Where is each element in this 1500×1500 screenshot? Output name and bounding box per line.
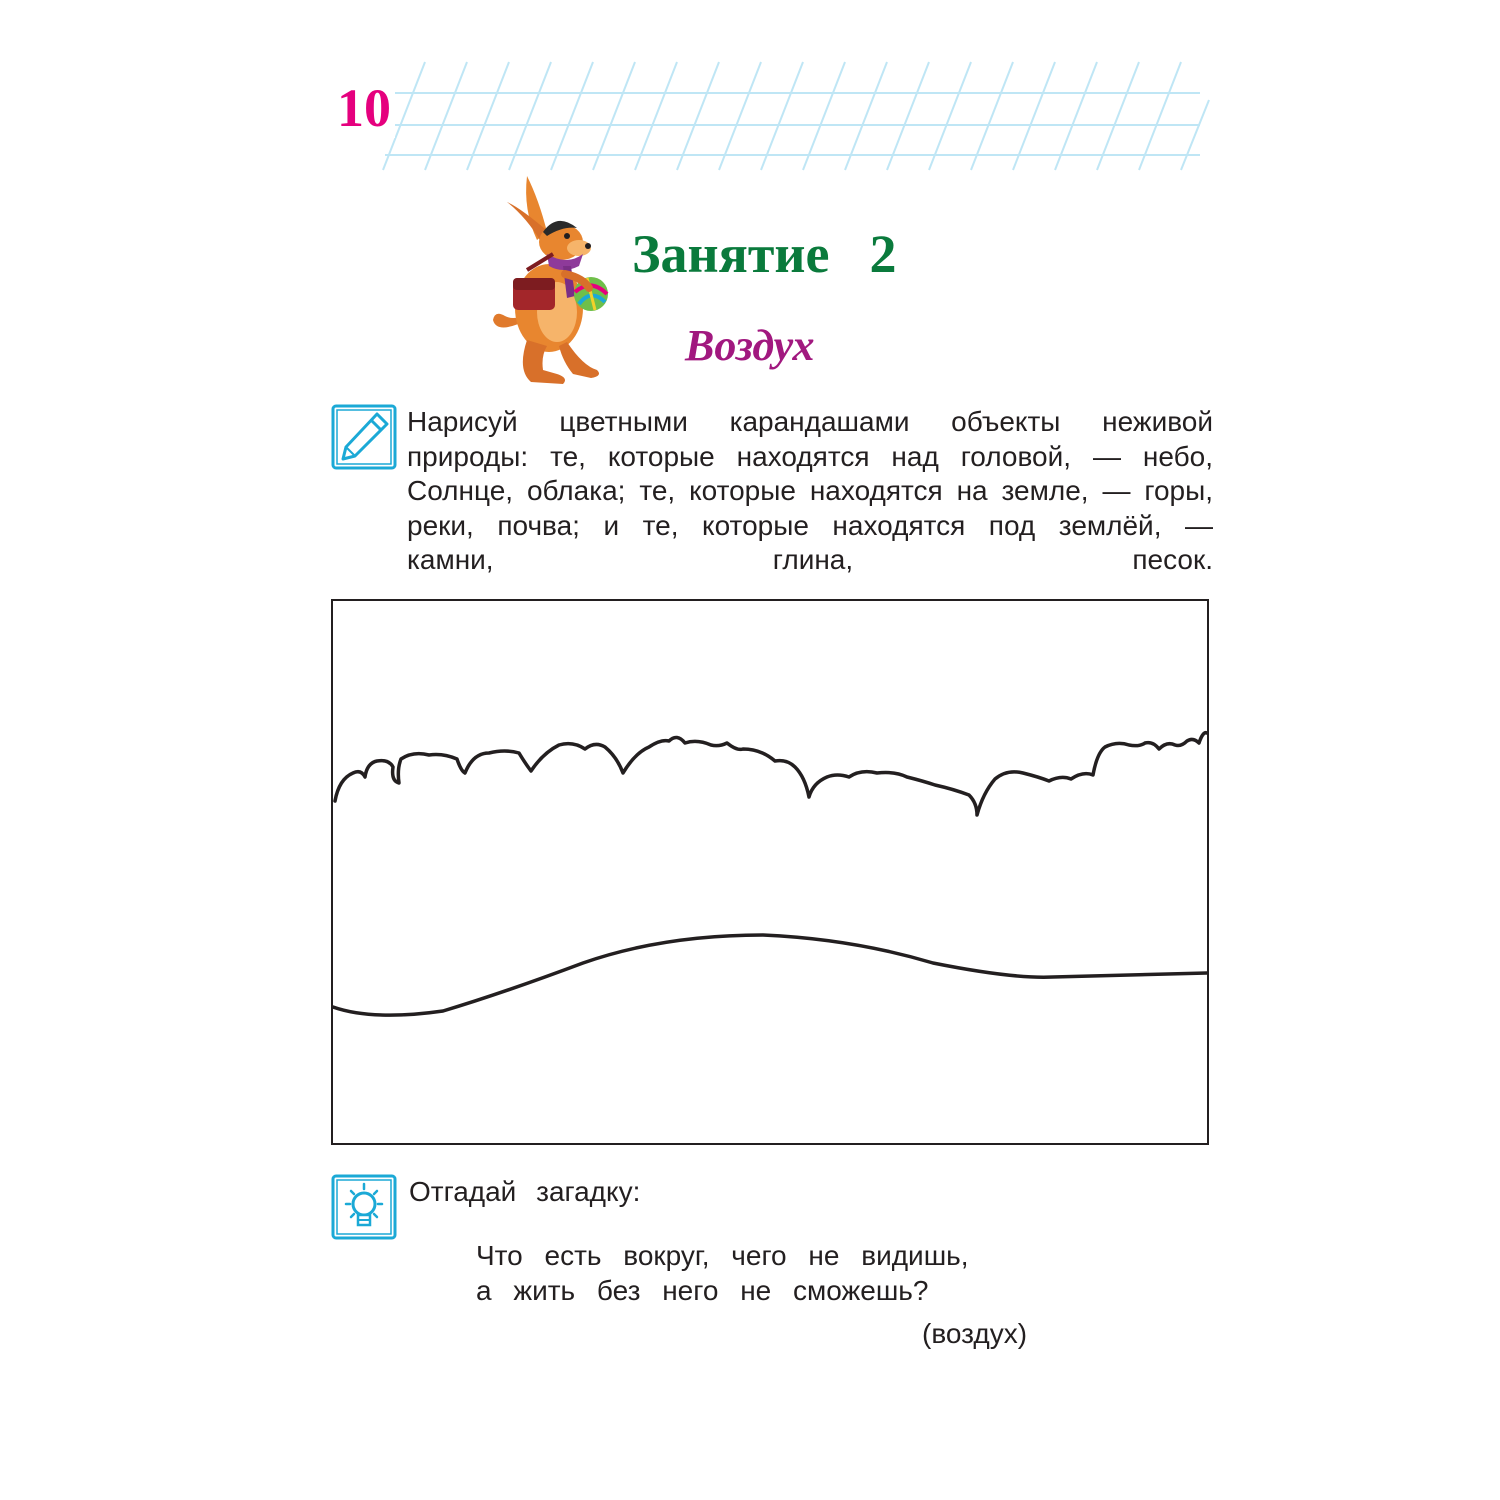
cloud-outline bbox=[335, 733, 1207, 815]
task-instruction-text: Нарисуй цветными карандашами объекты неживой природы: те, которые находятся над головой, — небо, Солнце, облака; те, которые находятся на земле, — горы, реки, почва; и те, которые находятся под землёй, — камни, глина, песок. bbox=[407, 406, 1213, 576]
lightbulb-icon bbox=[331, 1174, 397, 1240]
lesson-number: 2 bbox=[869, 224, 897, 284]
kangaroo-mascot-illustration bbox=[487, 170, 617, 388]
lesson-title-word: Занятие bbox=[632, 224, 830, 284]
drawing-area bbox=[331, 599, 1209, 1145]
lesson-title bbox=[632, 222, 896, 286]
riddle-line: Что есть вокруг, чего не видишь, bbox=[476, 1240, 969, 1271]
riddle-answer: (воздух) bbox=[922, 1318, 1028, 1349]
riddle-line: а жить без него не сможешь? bbox=[476, 1275, 929, 1306]
calligraphy-grid bbox=[325, 60, 1215, 172]
riddle-intro: Отгадай загадку: bbox=[409, 1176, 641, 1207]
hill-outline bbox=[333, 935, 1207, 1015]
page-header bbox=[325, 60, 1215, 172]
page-number: 10 bbox=[333, 78, 395, 138]
lesson-subtitle: Воздух bbox=[685, 321, 815, 370]
riddle-text bbox=[476, 1238, 969, 1308]
pencil-icon bbox=[331, 404, 397, 470]
